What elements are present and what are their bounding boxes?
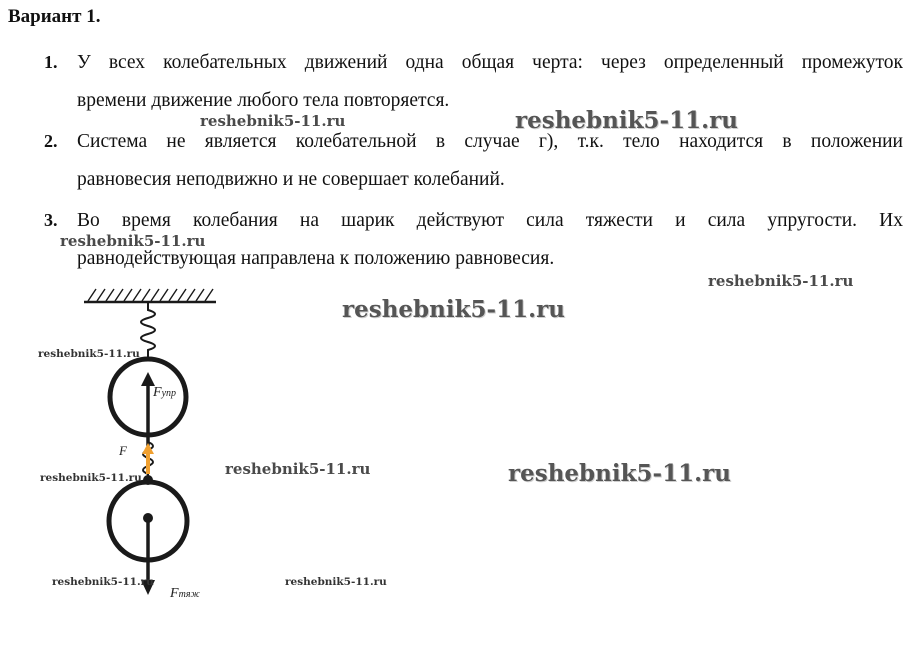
ceiling-support [84,289,216,302]
label-f-upr-sub: упр [161,388,177,399]
label-f-tyazh-main: F [170,586,179,601]
item-number-2: 2. [44,131,58,151]
item-3-line-2: равнодействующая направлена к положению равновесия. [77,248,555,269]
watermark: reshebnik5-11.ru [225,460,371,478]
item-3-line-1: Во время колебания на шарик действуют сила тяжести и сила упругости. Их [77,210,903,231]
label-f-tyazh-sub: тяж [178,589,200,600]
watermark: reshebnik5-11.ru [342,296,565,323]
label-f-tyazh [170,586,200,602]
item-number-1: 1. [44,52,58,72]
elastic-force-arrowhead [141,372,155,386]
upper-spring [141,302,155,360]
item-1-line-1: У всех колебательных движений одна общая черта: через определенный промежуток [77,52,903,73]
watermark: reshebnik5-11.ru [52,576,154,588]
watermark: reshebnik5-11.ru [38,348,140,360]
watermark: reshebnik5-11.ru [508,460,731,487]
item-2-line-2: равновесия неподвижно и не совершает колебаний. [77,169,505,190]
watermark: reshebnik5-11.ru [285,576,387,588]
page-title: Вариант 1. [8,6,101,27]
item-1-line-2: времени движение любого тела повторяется. [77,90,450,111]
label-f: F [119,443,127,458]
watermark: reshebnik5-11.ru [60,232,206,250]
watermark: reshebnik5-11.ru [200,112,346,130]
watermark: reshebnik5-11.ru [515,107,738,134]
item-2-line-1: Система не является колебательной в случае г), т.к. тело находится в положении [77,131,903,152]
watermark: reshebnik5-11.ru [40,472,142,484]
item-number-3: 3. [44,210,58,230]
label-f-upr [153,385,176,401]
watermark: reshebnik5-11.ru [708,272,854,290]
label-f-upr-main: F [153,385,162,400]
